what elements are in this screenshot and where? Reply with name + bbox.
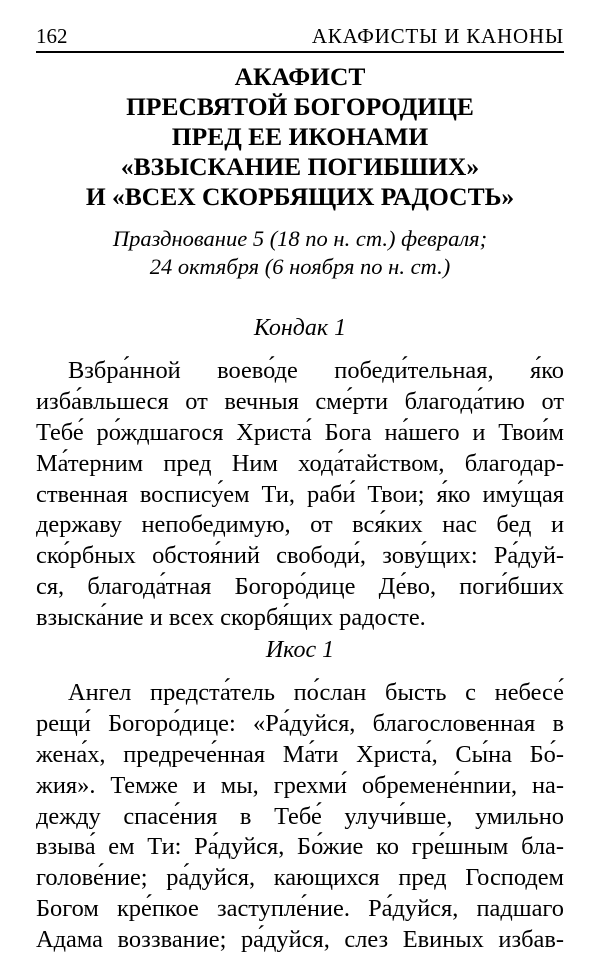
- text-line: Богом кре́пкое заступле́ние. Ра́дуйся, падшаго: [36, 895, 564, 923]
- text-line: Тебе́ ро́ждшагося Христа́ Бога на́шего и Твои́м: [36, 418, 564, 446]
- title-line: ПРЕД ЕЕ ИКОНАМИ: [171, 122, 429, 151]
- text-line: державу непобедимую, от вся́ких нас бед и: [36, 511, 564, 539]
- text-line: Ангел предста́тель по́слан бысть с небесе́: [68, 679, 564, 706]
- text-line: Ма́терним пред Ним хода́тайством, благодар-: [36, 449, 564, 477]
- text-line: ско́рбных обстоя́ний свободи́, зову́щих: Ра́дуй-: [36, 542, 564, 570]
- ikos-text: [36, 678, 564, 956]
- text-line: изба́вльшеся от вечныя сме́рти благода́тию от: [36, 387, 564, 415]
- text-line: Адама воззвание; ра́дуйся, слез Евиных избав-: [36, 926, 564, 954]
- title-line: АКАФИСТ: [234, 62, 366, 91]
- text-line: ственная воспису́ем Ти, раби́ Твои; я́ко иму́щая: [36, 480, 564, 508]
- running-header: [36, 23, 564, 53]
- text-line: взыска́ние и всех скорбя́щих радосте.: [36, 604, 426, 632]
- kontakion-text: [36, 356, 564, 634]
- feast-line: 24 октября (6 ноября по н. ст.): [149, 254, 451, 279]
- text-line: жия». Темже и мы, грехми́ обремене́нnии, на-: [36, 771, 564, 799]
- text-line: Взбра́нной воево́де победи́тельная, я́ко: [68, 357, 564, 384]
- text-line: рещи́ Богоро́дице: «Ра́дуйся, благословенная в: [36, 709, 564, 737]
- kontakion-heading: Кондак 1: [253, 315, 347, 341]
- ikos-heading: Икос 1: [265, 637, 335, 663]
- section-title: АКАФИСТЫ И КАНОНЫ: [311, 24, 564, 48]
- text-line: голове́ние; ра́дуйся, кающихся пред Господем: [36, 864, 564, 892]
- title-line: И «ВСЕХ СКОРБЯЩИХ РАДОСТЬ»: [85, 182, 515, 211]
- feast-dates: [36, 225, 564, 281]
- text-line: дежду спасе́ния в Тебе́ улучи́вше, умильно: [36, 802, 564, 830]
- text-line: жена́х, предрече́нная Ма́ти Христа́, Сы́на Бо́-: [36, 740, 564, 768]
- title-line: ПРЕСВЯТОЙ БОГОРОДИЦЕ: [126, 92, 474, 121]
- text-line: взыва́ ем Ти: Ра́дуйся, Бо́жие ко гре́шным бла-: [36, 833, 564, 861]
- title-line: «ВЗЫСКАНИЕ ПОГИБШИХ»: [120, 152, 480, 181]
- text-line: ся, благода́тная Богоро́дице Де́во, поги́бших: [36, 573, 564, 601]
- akathist-title: [36, 62, 564, 212]
- page-number: 162: [36, 24, 68, 48]
- feast-line: Празднование 5 (18 по н. ст.) февраля;: [112, 226, 488, 251]
